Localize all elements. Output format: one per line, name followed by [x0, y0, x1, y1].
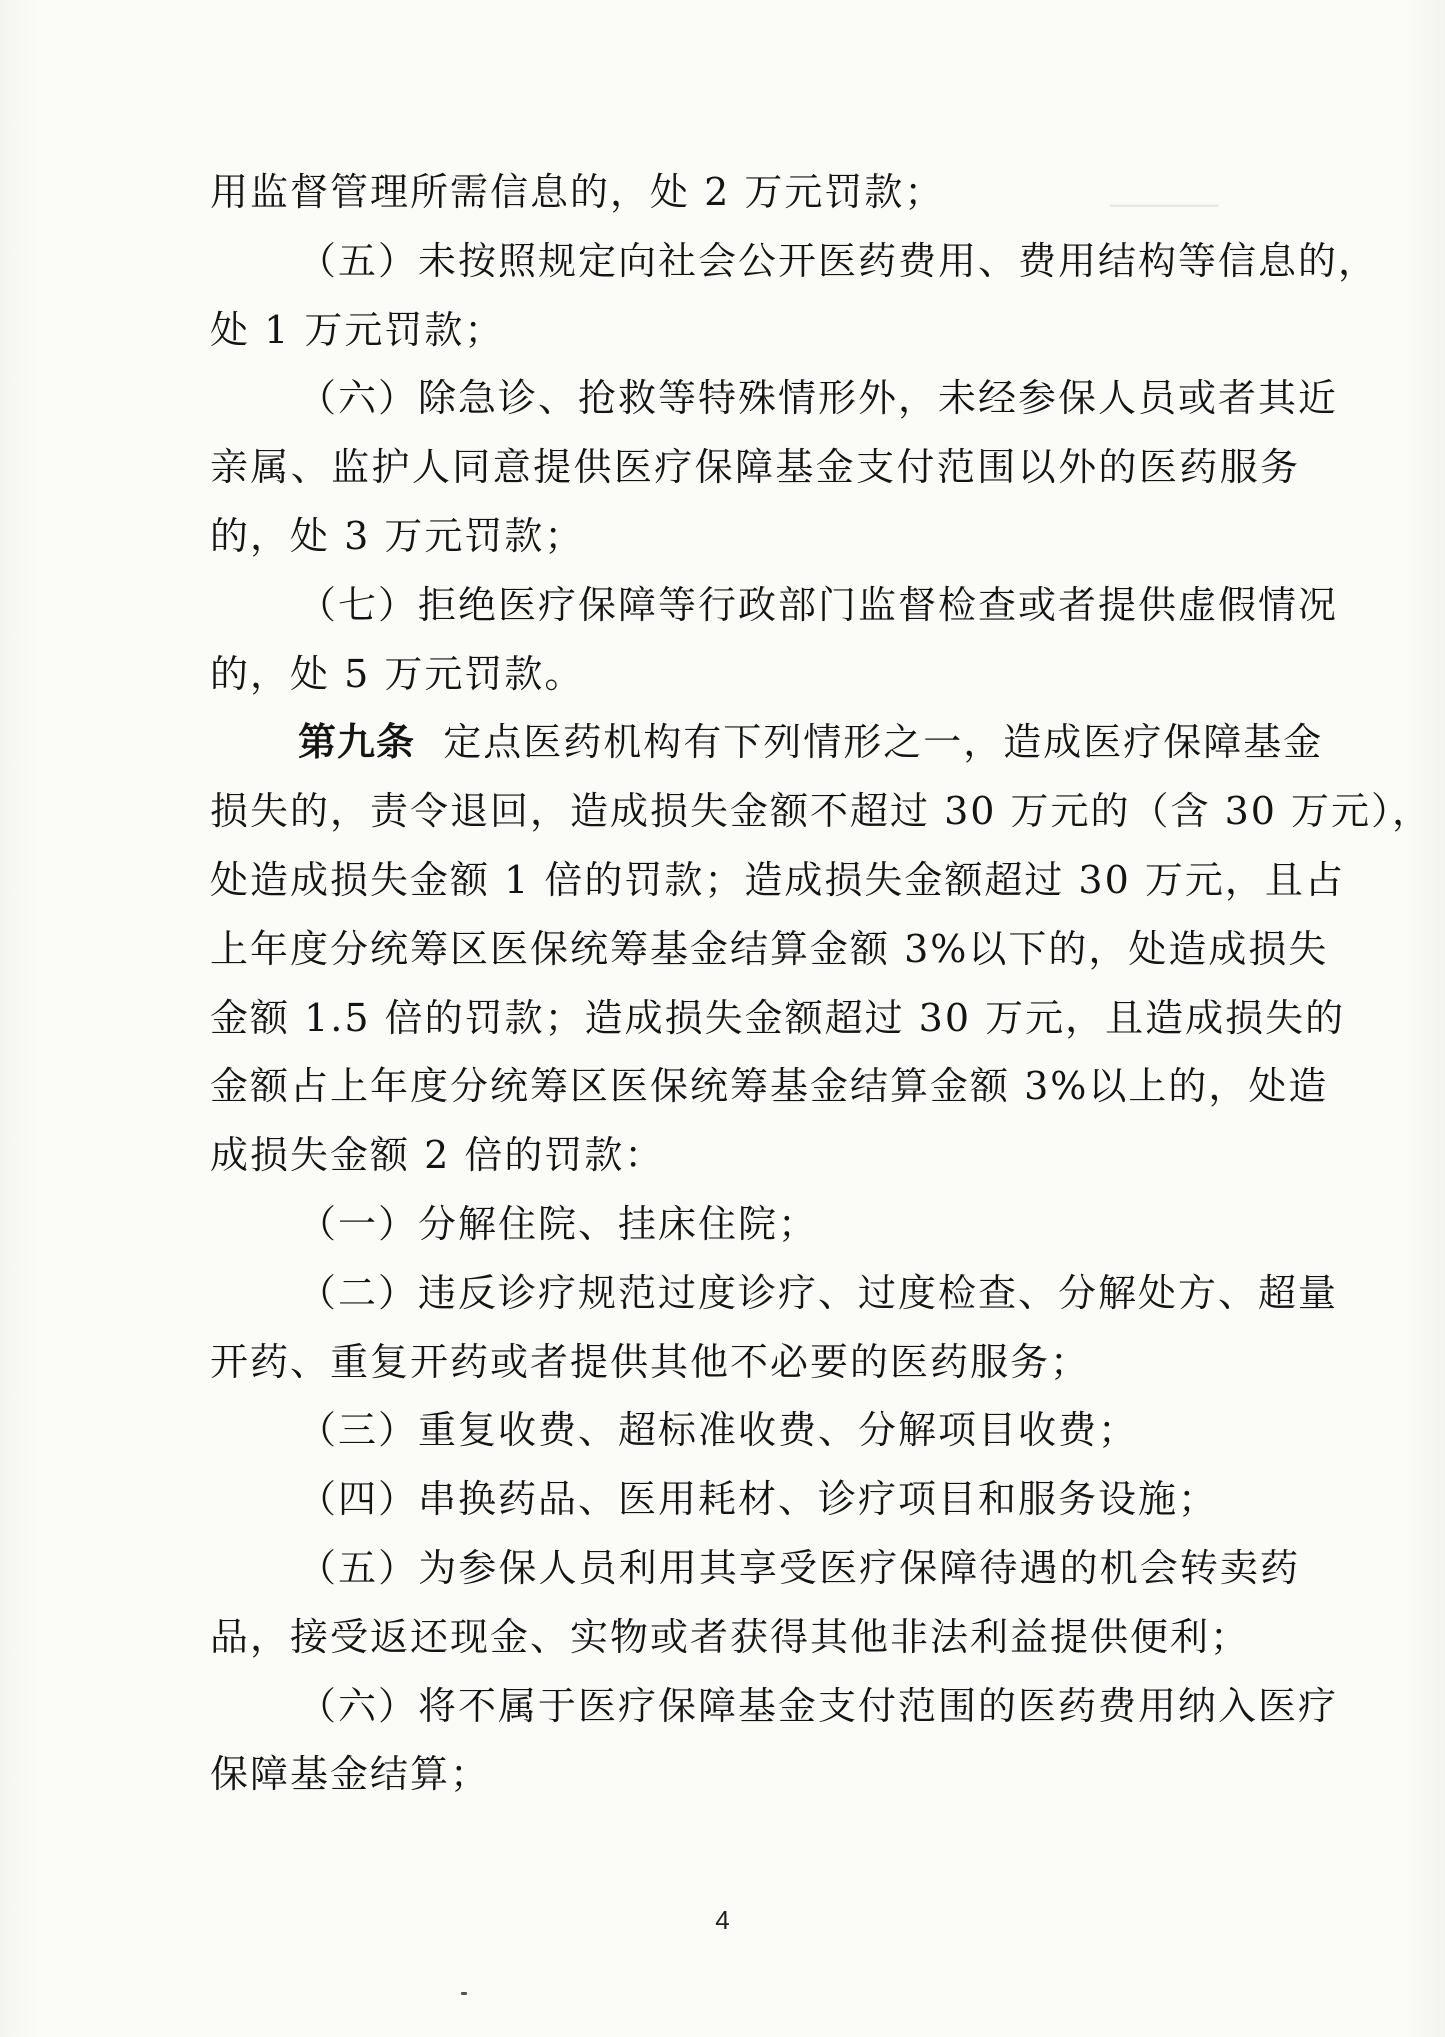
document-body — [210, 158, 1433, 1809]
text-line: 定点医药机构有下列情形之一，造成医疗保障基金 — [443, 720, 1324, 765]
text-line: 保障基金结算； — [210, 1752, 491, 1797]
text-line: （五）未按照规定向社会公开医药费用、费用结构等信息的， — [298, 238, 1379, 283]
text-line: （三）重复收费、超标准收费、分解项目收费； — [298, 1408, 1139, 1453]
text-line: 亲属、监护人同意提供医疗保障基金支付范围以外的医药服务 — [210, 445, 1300, 490]
text-line: 的，处 5 万元罚款。 — [210, 651, 585, 696]
text-line: 处造成损失金额 1 倍的罚款；造成损失金额超过 30 万元，且占 — [210, 857, 1345, 902]
text-line: （六）将不属于医疗保障基金支付范围的医药费用纳入医疗 — [298, 1683, 1339, 1728]
text-line: 的，处 3 万元罚款； — [210, 513, 585, 558]
text-line: 成损失金额 2 倍的罚款： — [210, 1133, 665, 1178]
article-heading: 第九条 — [298, 720, 416, 765]
text-line: （五）为参保人员利用其享受医疗保障待遇的机会转卖药 — [298, 1545, 1300, 1590]
text-line: 金额 1.5 倍的罚款；造成损失金额超过 30 万元，且造成损失的 — [210, 995, 1346, 1040]
scan-mark — [461, 1992, 467, 1995]
text-line: 损失的，责令退回，造成损失金额不超过 30 万元的（含 30 万元）， — [210, 789, 1433, 834]
text-line: 上年度分统筹区医保统筹基金结算金额 3%以下的，处造成损失 — [210, 926, 1329, 971]
text-line: 金额占上年度分统筹区医保统筹基金结算金额 3%以上的，处造 — [210, 1064, 1329, 1109]
text-line: 开药、重复开药或者提供其他不必要的医药服务； — [210, 1339, 1091, 1384]
text-line: （七）拒绝医疗保障等行政部门监督检查或者提供虚假情况 — [298, 582, 1339, 627]
text-line: 用监督管理所需信息的，处 2 万元罚款； — [210, 170, 945, 214]
text-line: （二）违反诊疗规范过度诊疗、过度检查、分解处方、超量 — [298, 1270, 1339, 1315]
text-line: 处 1 万元罚款； — [210, 307, 505, 352]
text-line: （一）分解住院、挂床住院； — [298, 1201, 819, 1246]
bleed-through-shadow: ────── — [1110, 189, 1219, 224]
page-number: 4 — [715, 1905, 730, 1935]
article-nine-first-line — [210, 708, 1324, 777]
text-line: 品，接受返还现金、实物或者获得其他非法利益提供便利； — [210, 1614, 1251, 1659]
text-line: （四）串换药品、医用耗材、诊疗项目和服务设施； — [298, 1477, 1219, 1522]
text-line: （六）除急诊、抢救等特殊情形外，未经参保人员或者其近 — [298, 376, 1339, 421]
